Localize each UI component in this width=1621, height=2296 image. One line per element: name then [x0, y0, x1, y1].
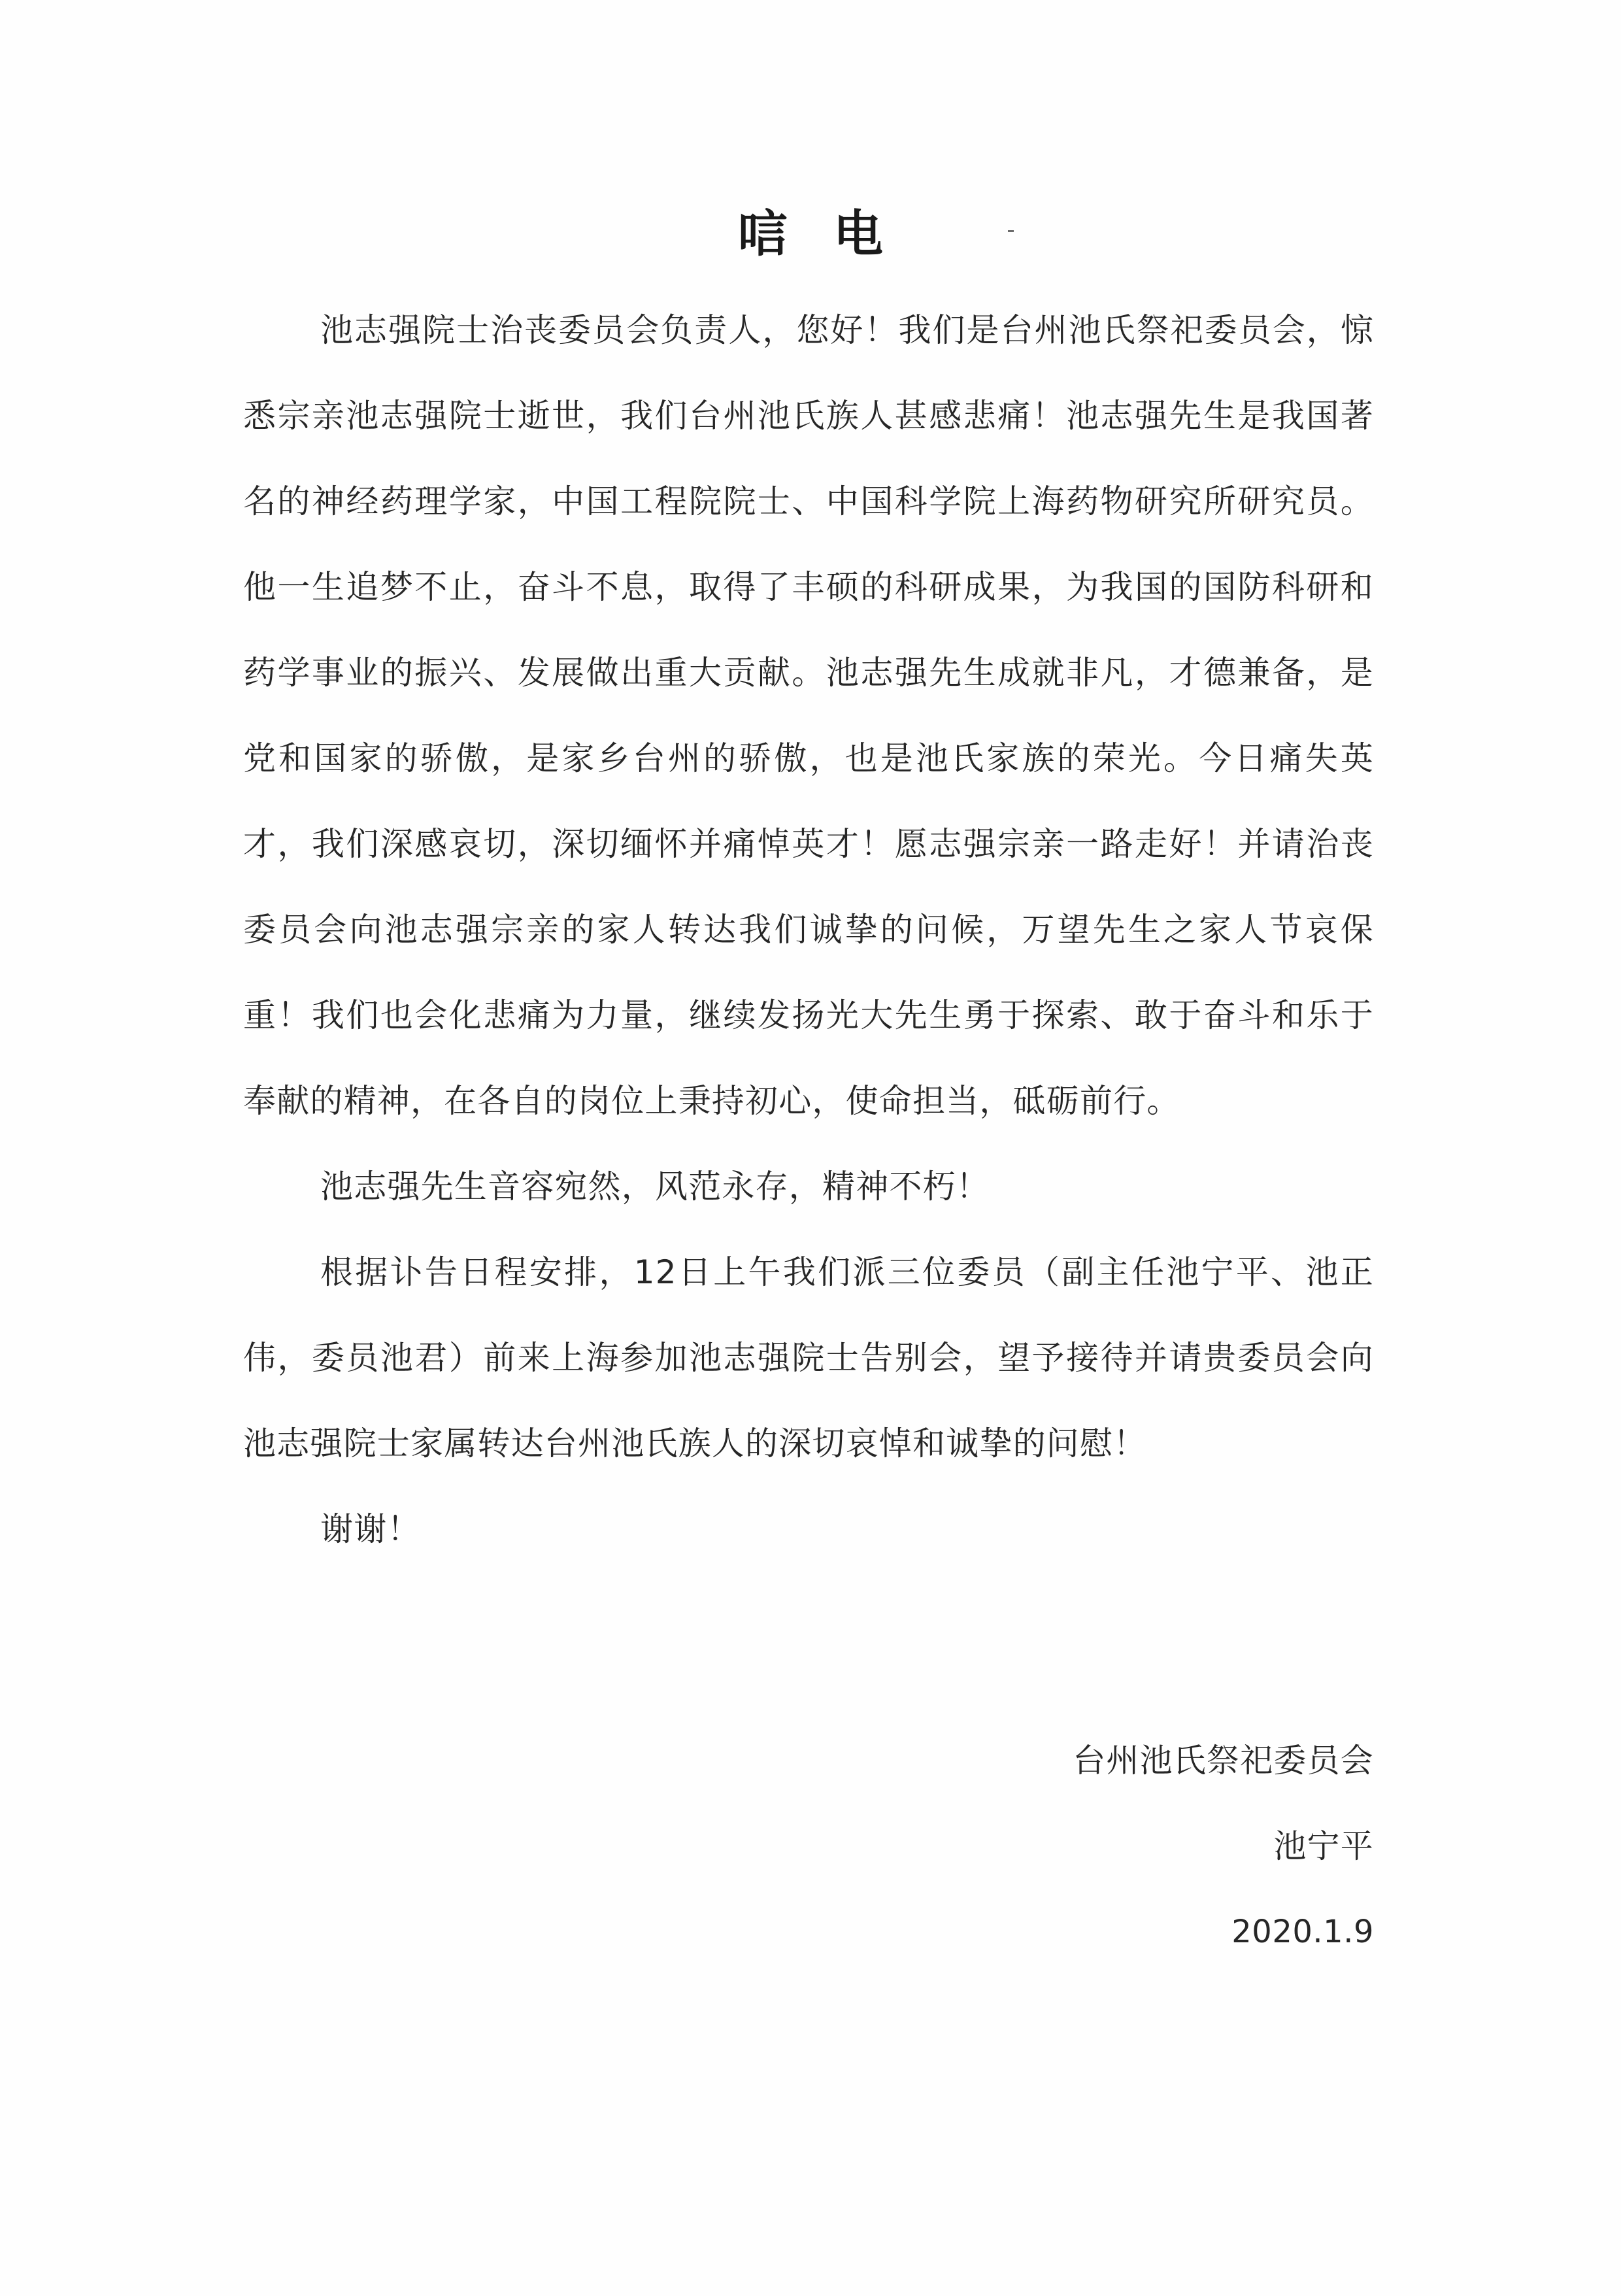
document-body: [243, 288, 1374, 1572]
document-title: 唁电: [738, 205, 929, 263]
signature-date: 2020.1.9: [1231, 1914, 1374, 1950]
signature-block: [1073, 1718, 1374, 1975]
paragraph-tribute: 池志强先生音容宛然，风范永存，精神不朽！: [320, 1168, 990, 1206]
signature-name: 池宁平: [1273, 1827, 1374, 1865]
signature-organization: 台州池氏祭祀委员会: [1073, 1742, 1374, 1780]
paragraph-delegation: 根据讣告日程安排，12日上午我们派三位委员（副主任池宁平、池正伟，委员池君）前来上海参加池志强院士告别会，望予接待并请贵委员会向池志强院士家属转达台州池氏族人的深切哀悼和诚挚的问慰！: [243, 1253, 1374, 1462]
paragraph-thanks: 谢谢！: [320, 1510, 421, 1548]
paragraph-condolence: 池志强院士治丧委员会负责人，您好！我们是台州池氏祭祀委员会，惊悉宗亲池志强院士逝世，我们台州池氏族人甚感悲痛！池志强先生是我国著名的神经药理学家，中国工程院院士、中国科学院上海药物研究所研究员。他一生追梦不止，奋斗不息，取得了丰硕的科研成果，为我国的国防科研和药学事业的振兴、发展做出重大贡献。池志强先生成就非凡，才德兼备，是党和国家的骄傲，是家乡台州的骄傲，也是池氏家族的荣光。今日痛失英才，我们深感哀切，深切缅怀并痛悼英才！愿志强宗亲一路走好！并请治丧委员会向池志强宗亲的家人转达我们诚挚的问候，万望先生之家人节哀保重！我们也会化悲痛为力量，继续发扬光大先生勇于探索、敢于奋斗和乐于奉献的精神，在各自的岗位上秉持初心，使命担当，砥砺前行。: [243, 311, 1374, 1120]
